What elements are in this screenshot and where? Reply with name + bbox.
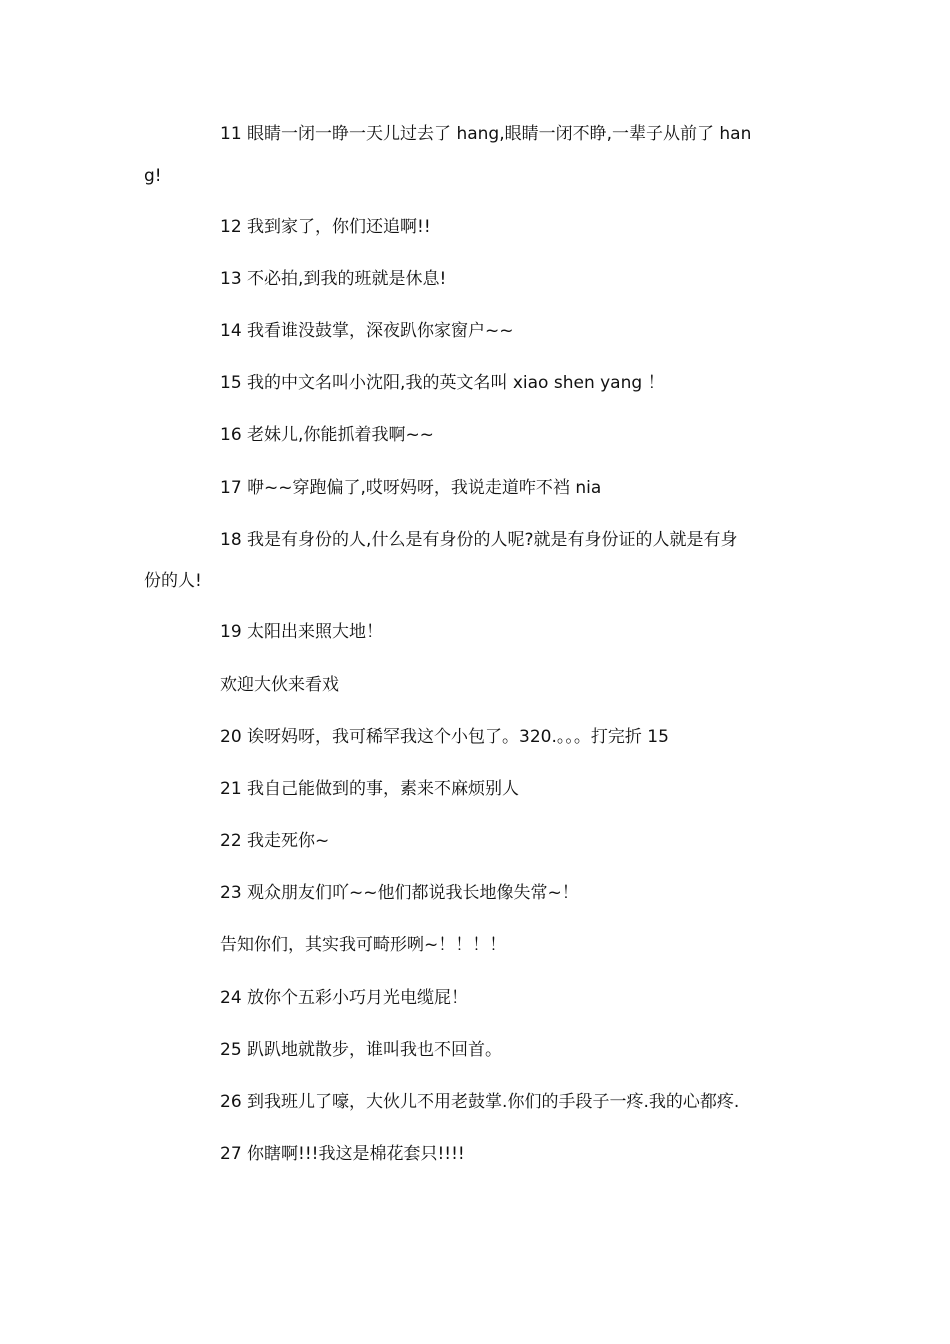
text-line: 16 老妹儿,你能抓着我啊~~: [220, 425, 434, 445]
text-line: 20 诶呀妈呀，我可稀罕我这个小包了。320.。。。打完折 15: [220, 727, 669, 747]
text-line: g!: [144, 166, 162, 186]
text-line: 17 咿~~穿跑偏了,哎呀妈呀，我说走道咋不裆 nia: [220, 478, 602, 498]
text-line: 欢迎大伙来看戏: [220, 675, 339, 695]
text-line: 27 你瞎啊!!!我这是棉花套只!!!!: [220, 1144, 465, 1164]
text-line: 15 我的中文名叫小沈阳,我的英文名叫 xiao shen yang ！: [220, 373, 665, 393]
text-line: 25 趴趴地就散步，谁叫我也不回首。: [220, 1040, 503, 1060]
text-line: 12 我到家了，你们还追啊!!: [220, 217, 431, 237]
text-line: 24 放你个五彩小巧月光电缆屁！: [220, 988, 469, 1008]
text-line: 26 到我班儿了嚎，大伙儿不用老鼓掌.你们的手段子一疼.我的心都疼.: [220, 1092, 740, 1112]
text-line: 22 我走死你~: [220, 831, 330, 851]
text-line: 21 我自己能做到的事，素来不麻烦别人: [220, 779, 520, 799]
text-line: 19 太阳出来照大地！: [220, 622, 384, 642]
text-line: 23 观众朋友们吖~~他们都说我长地像失常~！: [220, 883, 579, 903]
text-line: 14 我看谁没鼓掌，深夜趴你家窗户~~: [220, 321, 514, 341]
text-line: 告知你们，其实我可畸形咧~！！！！: [220, 935, 507, 955]
text-line: 11 眼睛一闭一睁一天儿过去了 hang,眼睛一闭不睁,一辈子从前了 han: [220, 124, 752, 144]
text-line: 18 我是有身份的人,什么是有身份的人呢?就是有身份证的人就是有身: [220, 530, 738, 550]
text-line: 13 不必拍,到我的班就是休息!: [220, 269, 447, 289]
text-line: 份的人!: [144, 571, 202, 591]
